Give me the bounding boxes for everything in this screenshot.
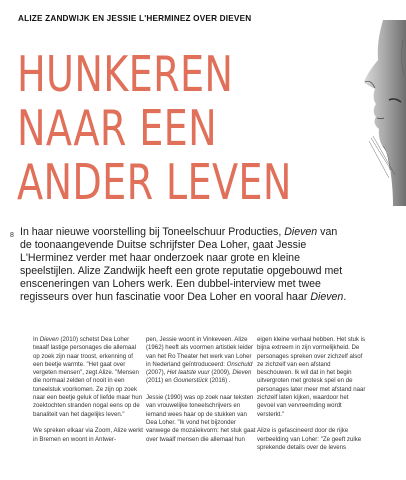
title-run: Dieven: [39, 336, 59, 343]
intro-text-1: In haar nieuwe voorstelling bij Toneelschuur Producties,: [20, 226, 285, 238]
intro-text-3: .: [343, 291, 347, 304]
text-run: pen, Jessie woont in Vinkeveen. Alize (1962) heeft als voormen artistiek leider van het Ro Theater het werk van Loher in Nederland geïntroduceerd:: [146, 336, 254, 368]
text-run: In: [33, 336, 40, 343]
column-paragraph: Alize is gefascineerd door de rijke verbeelding van Loher: "Ze geeft zulke sprekende details over de levens: [257, 427, 362, 451]
portrait-photo: [343, 20, 406, 206]
intro-title-dieven: Dieven: [284, 226, 318, 238]
intro-paragraph: [20, 226, 350, 305]
intro-text-2: van de toonaangevende Duitse schrijfster Dea Loher, gaat Jessie L'Herminez verder met haar onderzoek naar grote en kleine speelstijlen. Alize Zandwijk heeft een grote reputatie opgebouwd met ensceneringen van Lohers werk. Een dubbel-interview met twee regisseurs over hun fascinatie voor Dea Loher en vooral haar: [20, 226, 343, 304]
text-run: (2007),: [146, 369, 168, 377]
headline-line-3: ANDER LEVEN: [17, 154, 292, 211]
text-run: (2009),: [209, 369, 233, 377]
text-run: (2010) schetst Dea Loher twaalf lastige personages die allemaal op zoek zijn naar troost, erkenning of een beetje warmte. "Het gaat over vergeten mensen", zegt Alize. "Mensen die normaal zelden of nooit in een toneelstuk voorkomen. Ze zijn op zoek naar een beetje geluk of liefde maar hun zoektochten stranden nogal eens op de banaliteit van het dagelijks leven.": [33, 336, 143, 418]
title-run: Dieven: [232, 369, 252, 377]
byline: ALIZE ZANDWIJK EN JESSIE L'HERMINEZ OVER DIEVEN: [18, 14, 252, 23]
intro-title-dieven-2: Dieven: [310, 291, 344, 304]
headline: [17, 48, 292, 210]
headline-line-2: NAAR EEN: [17, 100, 218, 157]
column-paragraph: eigen kleine verhaal hebben. Het stuk is bijna extreem in zijn vormelijkheid. De personages spreken over zichzelf alsof ze zichzelf van een afstand beschouwen. Ik wil dat in het begin uitvergroten met grotesk spel en de personages later meer met afstand naar zichzelf laten kijken, waardoor het gevoel van vervreemding wordt versterkt.": [257, 336, 366, 418]
column-paragraph: [146, 336, 256, 386]
column-paragraph: We spreken elkaar via Zoom, Alize werkt in Bremen en woont in Antwer-: [33, 427, 143, 443]
title-run: Onschuld: [226, 360, 253, 368]
headline-line-1: HUNKEREN: [17, 46, 234, 103]
text-column-3: [257, 336, 367, 460]
column-paragraph: Jessie (1990) was op zoek naar teksten van vrouwelijke toneelschrijvers en iemand wees haar op de stukken van Dea Loher. "Ik vond het bijzonder vanwege de mozaïekvorm: het stuk gaat over twaalf mensen die allemaal hun: [146, 394, 256, 443]
title-run: Gounerstück: [173, 377, 208, 385]
column-paragraph: [33, 336, 143, 419]
text-run: (2016) .: [207, 377, 231, 385]
text-column-1: [33, 336, 143, 452]
page-number: 8: [10, 232, 14, 239]
text-run: (2011) en: [146, 377, 174, 385]
face-profile-image: [343, 20, 406, 206]
title-run: Het laatste vuur: [167, 369, 210, 377]
text-column-2: [146, 336, 256, 452]
